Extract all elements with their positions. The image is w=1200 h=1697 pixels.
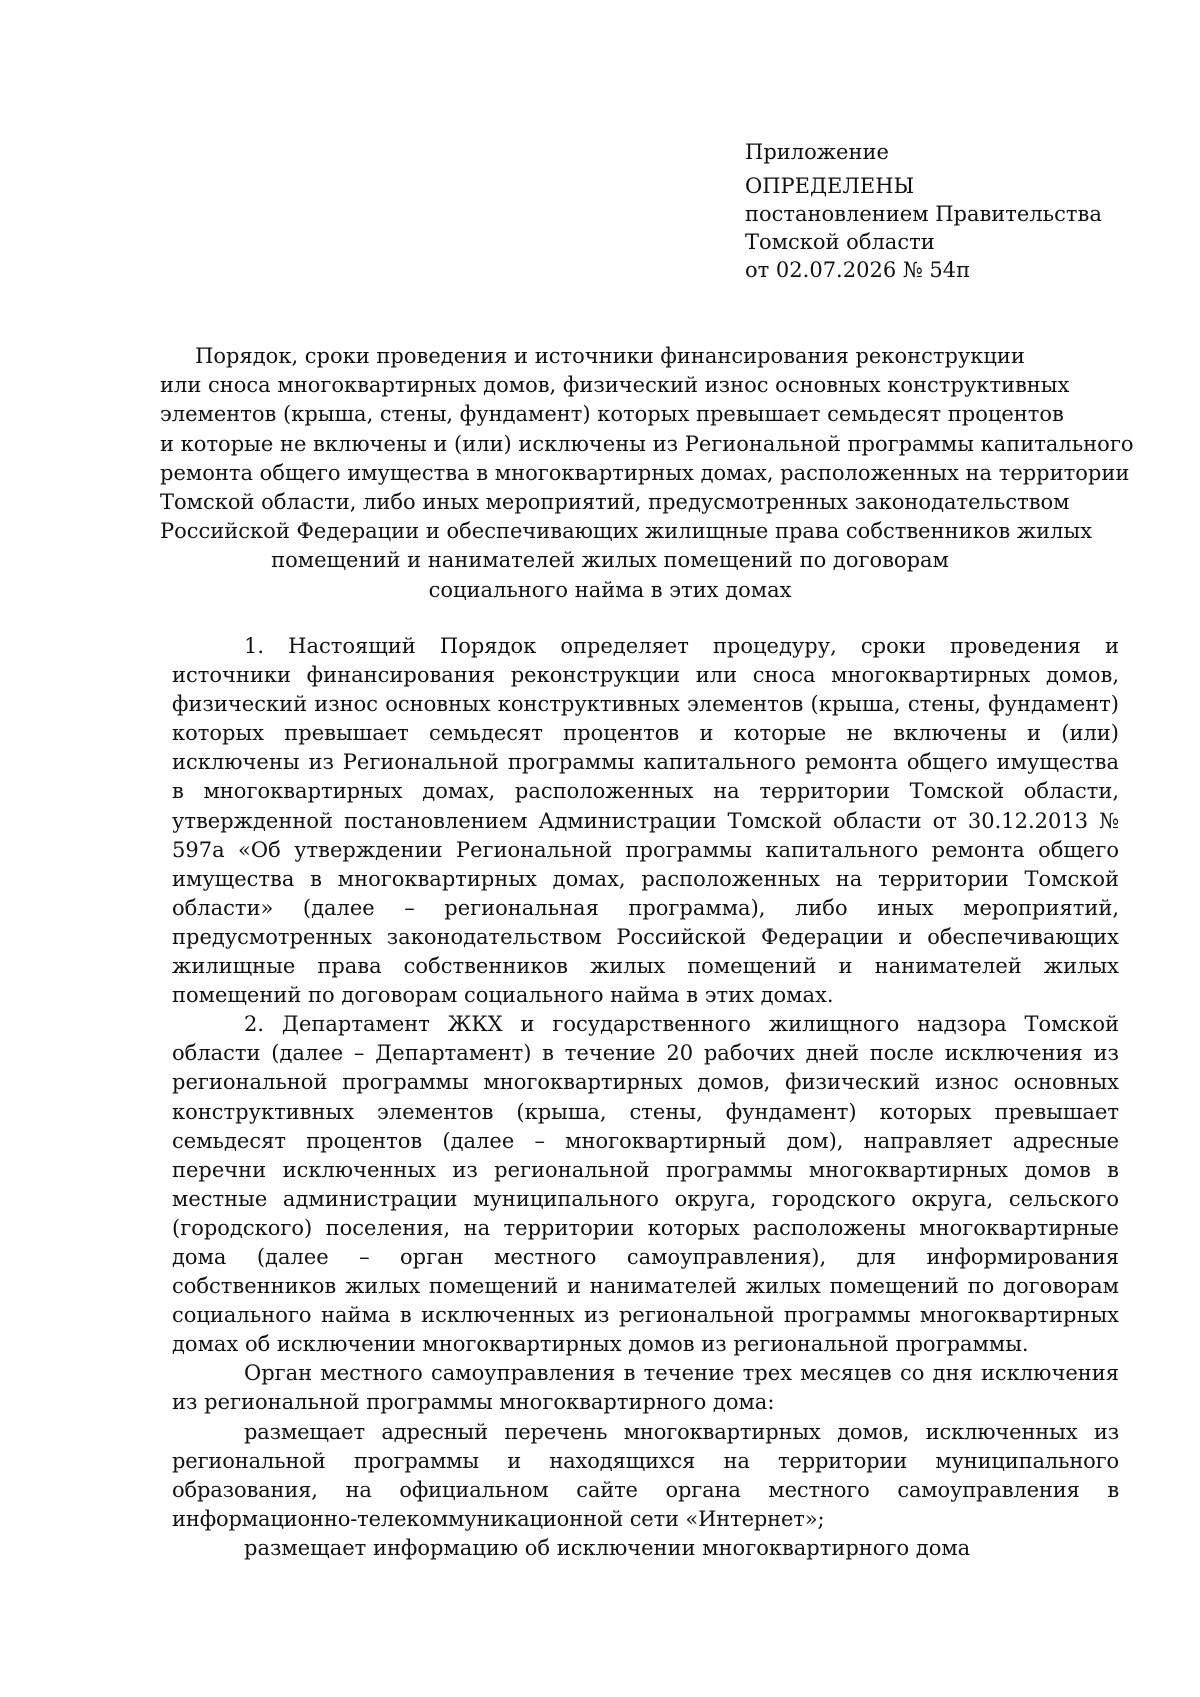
approval-block [745, 138, 1165, 284]
title-line: Порядок, сроки проведения и источники финансирования реконструкции [195, 344, 1025, 368]
document-body [172, 632, 1119, 1563]
title-line: ремонта общего имущества в многоквартирных домах, расположенных на территории [160, 460, 1130, 485]
paragraph-1: 1. Настоящий Порядок определяет процедуру, сроки проведения и источники финансирования реконструкции или сноса многоквартирных домов, физический износ основных конструктивных элементов (крыша, стены, фундамент) которых превышает семьдесят процентов и которые не включены и (или) исключены из Региональной программы капитального ремонта общего имущества в многоквартирных домах, расположенных на территории Томской области, утвержденной постановлением Администрации Томской области от 30.12.2013 № 597а «Об утверждении Региональной программы капитального ремонта общего имущества в многоквартирных домах, расположенных на территории Томской области» (далее – региональная программа), либо иных мероприятий, предусмотренных законодательством Российской Федерации и обеспечивающих жилищные права собственников жилых помещений и нанимателей жилых помещений по договорам социального найма в этих домах. [172, 634, 1119, 1008]
document-title [160, 342, 1134, 605]
approval-line: постановлением Правительства [745, 202, 1102, 226]
title-line: Российской Федерации и обеспечивающих жилищные права собственников жилых [160, 519, 1093, 544]
paragraph-5: размещает информацию об исключении многоквартирного дома [244, 1535, 971, 1560]
paragraph-4: размещает адресный перечень многоквартирных домов, исключенных из региональной программы и находящихся на территории муниципального образования, на официальном сайте органа местного самоуправления в информационно-телекоммуникационной сети «Интернет»; [172, 1419, 1119, 1531]
title-line: Томской области, либо иных мероприятий, предусмотренных законодательством [160, 490, 1070, 515]
title-line: помещений и нанимателей жилых помещений по договорам [271, 548, 949, 573]
title-line: социального найма в этих домах [428, 577, 792, 602]
approval-date-number: от 02.07.2026 № 54п [745, 258, 971, 282]
approval-line: Томской области [745, 230, 935, 254]
paragraph-3: Орган местного самоуправления в течение трех месяцев со дня исключения из региональной программы многоквартирного дома: [172, 1361, 1119, 1415]
approval-heading: ОПРЕДЕЛЕНЫ [745, 174, 915, 198]
appendix-label: Приложение [745, 140, 889, 164]
title-line: элементов (крыша, стены, фундамент) которых превышает семьдесят процентов [160, 402, 1064, 427]
paragraph-2: 2. Департамент ЖКХ и государственного жилищного надзора Томской области (далее – Департамент) в течение 20 рабочих дней после исключения из региональной программы многоквартирных домов, физический износ основных конструктивных элементов (крыша, стены, фундамент) которых превышает семьдесят процентов (далее – многоквартирный дом), направляет адресные перечни исключенных из региональной программы многоквартирных домов в местные администрации муниципального округа, городского округа, сельского (городского) поселения, на территории которых расположены многоквартирные дома (далее – орган местного самоуправления), для информирования собственников жилых помещений и нанимателей жилых помещений по договорам социального найма в исключенных из региональной программы многоквартирных домах об исключении многоквартирных домов из региональной программы. [172, 1012, 1119, 1357]
title-line: и которые не включены и (или) исключены из Региональной программы капитального [160, 431, 1134, 456]
title-line: или сноса многоквартирных домов, физический износ основных конструктивных [160, 373, 1070, 398]
